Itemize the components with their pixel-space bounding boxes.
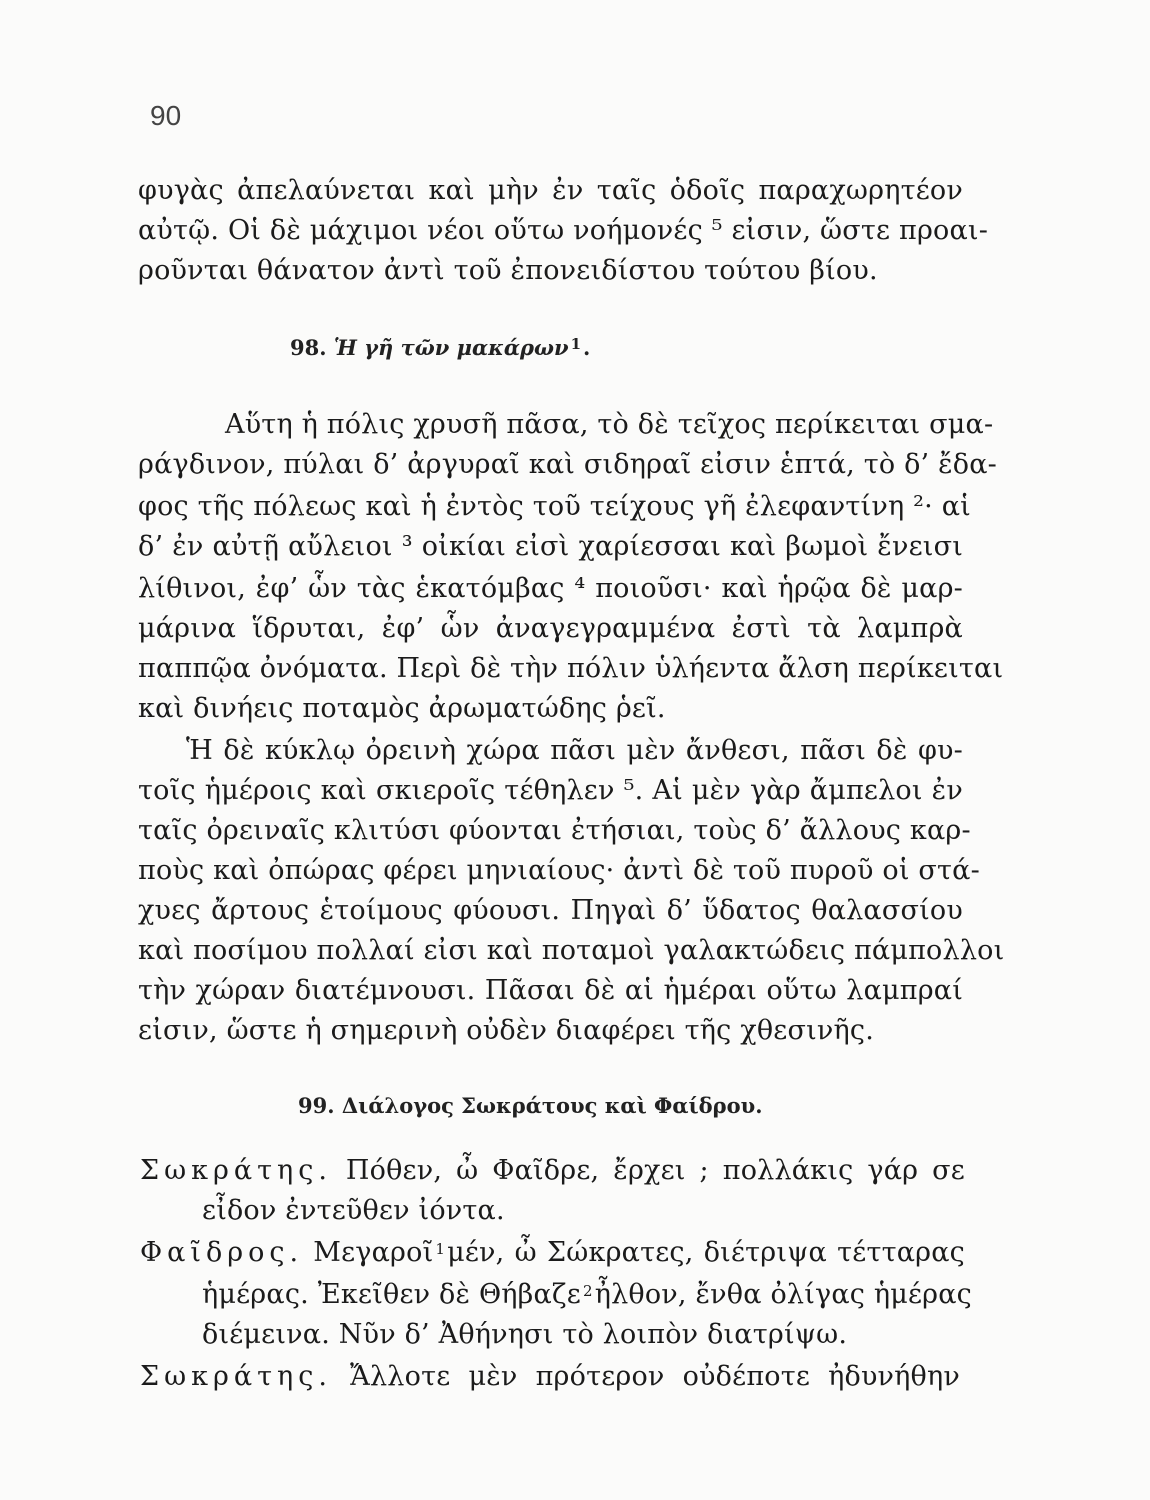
section-title: Διάλογος Σωκράτους καὶ Φαίδρου.	[341, 1093, 763, 1118]
speaker-name: Φαῖδρος.	[140, 1237, 304, 1268]
text-line: παππῷα ὀνόματα. Περὶ δὲ τὴν πόλιν ὑλήεντα ἄλση περίκειται	[138, 653, 1004, 684]
text-line: ταῖς ὀρειναῖς κλιτύσι φύονται ἐτήσιαι, τοὺς δ’ ἄλλους καρ-	[138, 815, 971, 846]
text-line: ράγδινον, πύλαι δ’ ἀργυραῖ καὶ σιδηραῖ εἰσιν ἑπτά, τὸ δ’ ἔδα-	[138, 449, 998, 480]
text-line: φος τῆς πόλεως καὶ ἡ ἐντὸς τοῦ τείχους γῆ ἐλεφαντίνη ²· αἱ	[138, 491, 971, 522]
text-line: τοῖς ἡμέροις καὶ σκιεροῖς τέθηλεν ⁵. Αἱ μὲν γὰρ ἄμπελοι ἐν	[138, 775, 963, 806]
section-number: 99.	[298, 1093, 335, 1118]
dialogue-text: ἦλθον, ἔνθα ὀλίγας ἡμέρας	[594, 1279, 973, 1310]
dialogue-text: Ἄλλοτε μὲν πρότερον οὐδέποτε ἠδυνήθην	[349, 1361, 960, 1392]
footnote-marker: 1	[435, 1240, 446, 1258]
text-line: ροῦνται θάνατον ἀντὶ τοῦ ἐπονειδίστου τούτου βίου.	[138, 255, 878, 286]
text-line: τὴν χώραν διατέμνουσι. Πᾶσαι δὲ αἱ ἡμέραι οὕτω λαμπραί	[138, 975, 963, 1006]
section-title: Ἡ γῆ τῶν μακάρων	[333, 335, 569, 360]
dialogue-line	[140, 1360, 960, 1394]
text-line: Αὕτη ἡ πόλις χρυσῆ πᾶσα, τὸ δὲ τεῖχος περίκειται σμα-	[225, 409, 994, 440]
text-line: δ’ ἐν αὐτῇ αὔλειοι ³ οἰκίαι εἰσὶ χαρίεσσαι καὶ βωμοὶ ἔνεισι	[138, 531, 963, 562]
text-line: ποὺς καὶ ὀπώρας φέρει μηνιαίους· ἀντὶ δὲ τοῦ πυροῦ οἱ στά-	[138, 855, 980, 886]
text-line: Ἡ δὲ κύκλῳ ὀρεινὴ χώρα πᾶσι μὲν ἄνθεσι, πᾶσι δὲ φυ-	[186, 735, 963, 766]
dialogue-line	[202, 1278, 973, 1312]
dialogue-line	[140, 1236, 965, 1270]
text-line: αὐτῷ. Οἱ δὲ μάχιμοι νέοι οὕτω νοήμονές ⁵ εἰσιν, ὥστε προαι-	[138, 215, 989, 246]
dialogue-line: διέμεινα. Νῦν δ’ Ἀθήνησι τὸ λοιπὸν διατρίψω.	[202, 1319, 848, 1350]
text-line: μάρινα ἵδρυται, ἐφ’ ὧν ἀναγεγραμμένα ἐστὶ τὰ λαμπρὰ	[138, 613, 963, 644]
text-line: χυες ἄρτους ἑτοίμους φύουσι. Πηγαὶ δ’ ὕδατος θαλασσίου	[138, 895, 963, 926]
section-number: 98.	[290, 335, 327, 360]
footnote-marker: 2	[582, 1282, 593, 1300]
dialogue-line: εἶδον ἐντεῦθεν ἰόντα.	[202, 1195, 505, 1226]
dialogue-text: ἡμέρας. Ἐκεῖθεν δὲ Θήβαζε	[202, 1279, 581, 1310]
dialogue-text: Μεγαροῖ	[313, 1237, 434, 1268]
speaker-name: Σωκράτης.	[140, 1155, 332, 1186]
speaker-name: Σωκράτης.	[140, 1361, 332, 1392]
page-number: 90	[150, 100, 182, 131]
section-heading-99	[298, 1091, 898, 1121]
text-line: εἰσιν, ὥστε ἡ σημερινὴ οὐδὲν διαφέρει τῆς χθεσινῆς.	[138, 1015, 874, 1046]
text-line: φυγὰς ἀπελαύνεται καὶ μὴν ἐν ταῖς ὁδοῖς παραχωρητέον	[138, 175, 963, 206]
text-line: λίθινοι, ἐφ’ ὧν τὰς ἑκατόμβας ⁴ ποιοῦσι· καὶ ἡρῷα δὲ μαρ-	[138, 573, 963, 604]
dialogue-text: μέν, ὦ Σώκρατες, διέτριψα τέτταρας	[447, 1237, 965, 1268]
dialogue-text: Πόθεν, ὦ Φαῖδρε, ἔρχει ; πολλάκις γάρ σε	[345, 1155, 965, 1186]
text-line: καὶ ποσίμου πολλαί εἰσι καὶ ποταμοὶ γαλακτώδεις πάμπολλοι	[138, 935, 1005, 966]
text-line: καὶ δινήεις ποταμὸς ἀρωματώδης ῥεῖ.	[138, 693, 666, 724]
section-heading-98: 98. Ἡ γῆ τῶν μακάρων $^1$.	[290, 335, 591, 360]
dialogue-line	[140, 1154, 965, 1188]
footnote-marker: 1	[570, 335, 581, 353]
